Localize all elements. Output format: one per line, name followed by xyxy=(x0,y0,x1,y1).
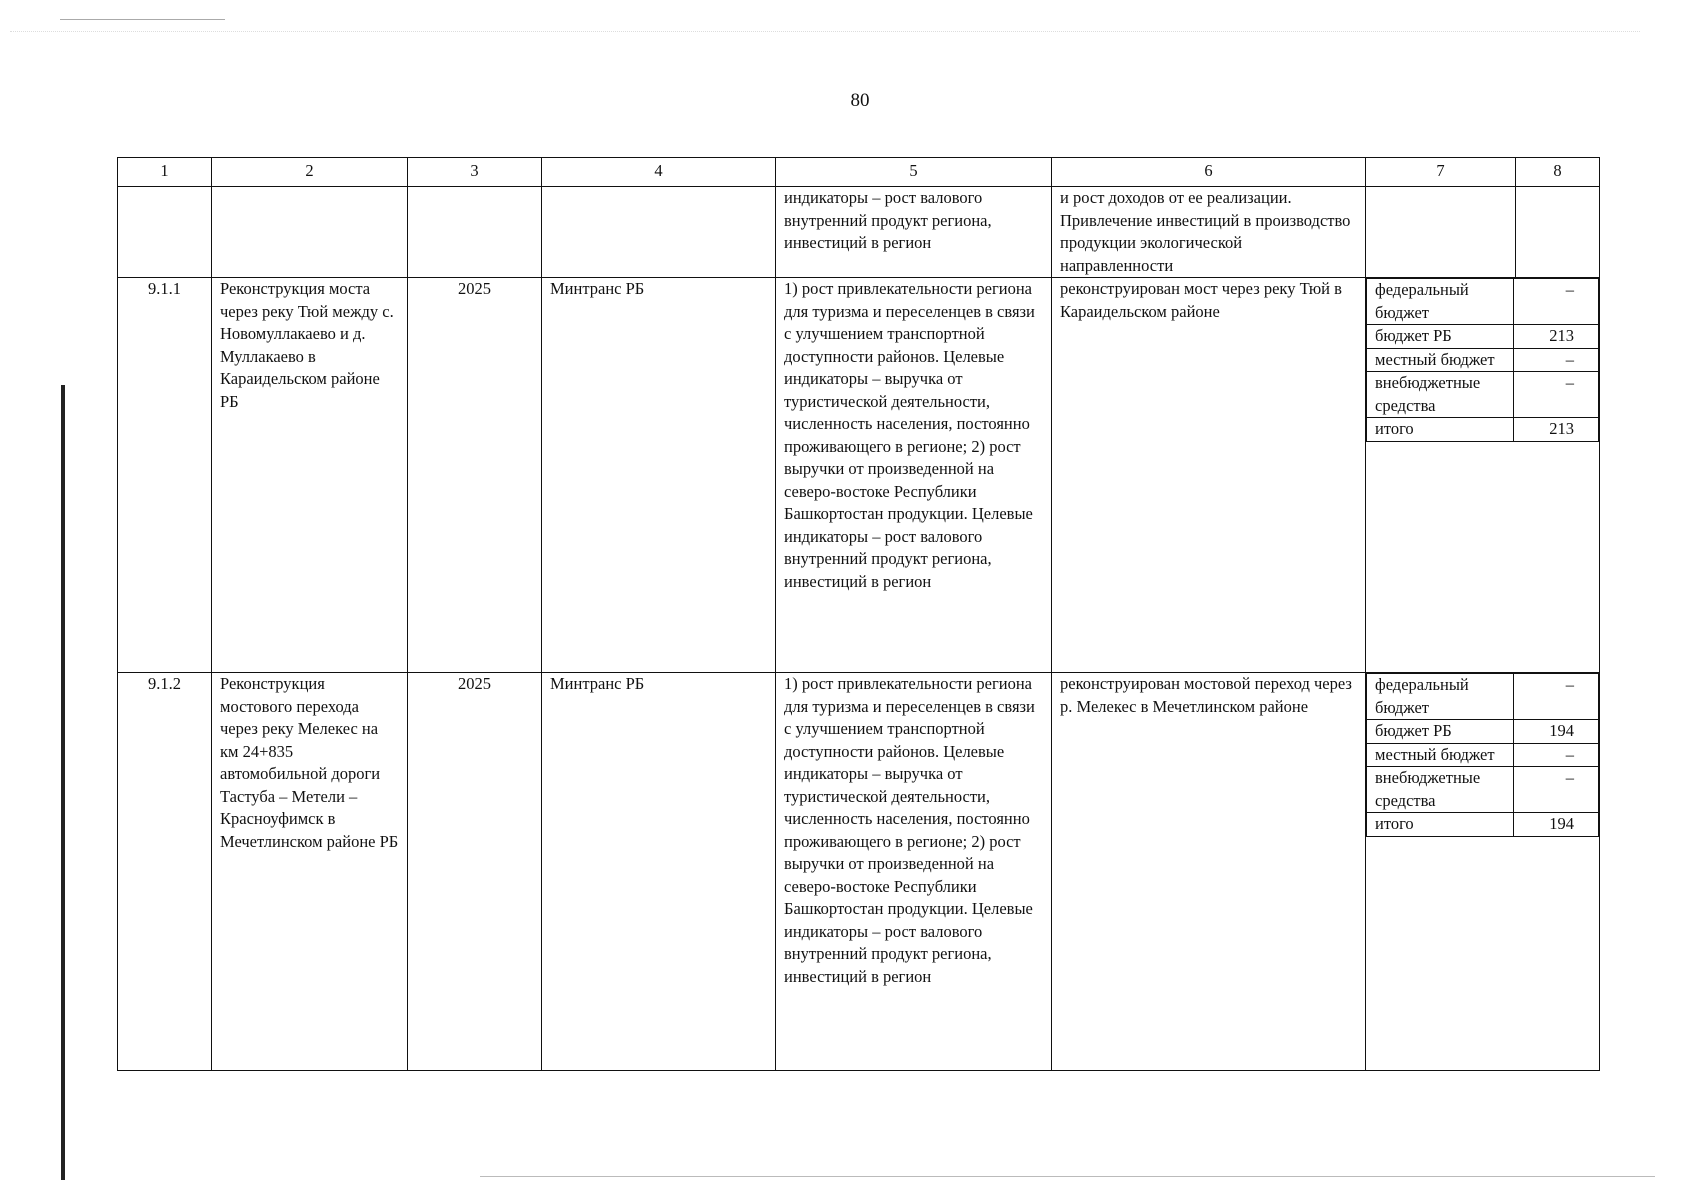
year-cell: 2025 xyxy=(408,278,542,673)
financing-source: итого xyxy=(1367,418,1514,442)
column-number: 1 xyxy=(118,158,212,187)
empty-cell xyxy=(542,187,776,278)
empty-cell xyxy=(212,187,408,278)
row-number: 9.1.1 xyxy=(118,278,212,673)
financing-row xyxy=(1367,372,1599,418)
financing-source: бюджет РБ xyxy=(1367,720,1514,744)
financing-amount: 213 xyxy=(1514,325,1599,349)
table-row xyxy=(118,673,1600,1071)
scan-edge-bar xyxy=(61,385,65,1180)
column-number: 8 xyxy=(1516,158,1600,187)
financing-amount: 194 xyxy=(1514,813,1599,837)
financing-source: местный бюджет xyxy=(1367,743,1514,767)
financing-amount: 194 xyxy=(1514,720,1599,744)
financing-source: бюджет РБ xyxy=(1367,325,1514,349)
scan-artifact-dots xyxy=(10,31,1640,32)
financing-source: федеральный бюджет xyxy=(1367,674,1514,720)
continuation-row xyxy=(118,187,1600,278)
empty-cell xyxy=(1516,187,1600,278)
measure-name: Реконструкция моста через реку Тюй между с. Новомуллакаево и д. Муллакаево в Караидельском районе РБ xyxy=(212,278,408,673)
effect-cell: 1) рост привлекательности региона для туризма и переселенцев в связи с улучшением транспортной доступности районов. Целевые индикаторы – выручка от туристической деятельности, численность населения, постоянно проживающего в регионе; 2) рост выручки от произведенной на северо-востоке Республики Башкортостан продукции. Целевые индикаторы – рост валового внутренний продукт региона, инвестиций в регион xyxy=(776,673,1052,1071)
financing-row xyxy=(1367,674,1599,720)
financing-row xyxy=(1367,418,1599,442)
column-number: 7 xyxy=(1366,158,1516,187)
executor-cell: Минтранс РБ xyxy=(542,278,776,673)
page-number: 80 xyxy=(850,90,870,111)
row-number: 9.1.2 xyxy=(118,673,212,1071)
program-table xyxy=(117,157,1600,1071)
year-cell: 2025 xyxy=(408,673,542,1071)
financing-amount: – xyxy=(1514,372,1599,418)
column-number: 5 xyxy=(776,158,1052,187)
financing-table xyxy=(1366,673,1599,837)
column-number: 4 xyxy=(542,158,776,187)
executor-cell: Минтранс РБ xyxy=(542,673,776,1071)
empty-cell xyxy=(118,187,212,278)
financing-row xyxy=(1367,767,1599,813)
financing-row xyxy=(1367,348,1599,372)
financing-amount: – xyxy=(1514,767,1599,813)
financing-cell xyxy=(1366,673,1600,1071)
column-number: 6 xyxy=(1052,158,1366,187)
scan-artifact-bottom-line xyxy=(480,1176,1655,1177)
empty-cell xyxy=(408,187,542,278)
financing-source: внебюджетные средства xyxy=(1367,372,1514,418)
financing-source: итого xyxy=(1367,813,1514,837)
column-number: 2 xyxy=(212,158,408,187)
empty-cell xyxy=(1366,187,1516,278)
financing-source: федеральный бюджет xyxy=(1367,279,1514,325)
financing-amount: – xyxy=(1514,348,1599,372)
table-row xyxy=(118,278,1600,673)
result-cell: и рост доходов от ее реализации. Привлечение инвестиций в производство продукции экологической направленности xyxy=(1052,187,1366,278)
measure-name: Реконструкция мостового перехода через реку Мелекес на км 24+835 автомобильной дороги Тастуба – Метели – Красноуфимск в Мечетлинском районе РБ xyxy=(212,673,408,1071)
column-number: 3 xyxy=(408,158,542,187)
result-cell: реконструирован мостовой переход через р. Мелекес в Мечетлинском районе xyxy=(1052,673,1366,1071)
financing-row xyxy=(1367,325,1599,349)
effect-cell: 1) рост привлекательности региона для туризма и переселенцев в связи с улучшением транспортной доступности районов. Целевые индикаторы – выручка от туристической деятельности, численность населения, постоянно проживающего в регионе; 2) рост выручки от произведенной на северо-востоке Республики Башкортостан продукции. Целевые индикаторы – рост валового внутренний продукт региона, инвестиций в регион xyxy=(776,278,1052,673)
financing-row xyxy=(1367,813,1599,837)
result-cell: реконструирован мост через реку Тюй в Караидельском районе xyxy=(1052,278,1366,673)
financing-row xyxy=(1367,279,1599,325)
financing-amount: – xyxy=(1514,279,1599,325)
effect-cell: индикаторы – рост валового внутренний продукт региона, инвестиций в регион xyxy=(776,187,1052,278)
financing-amount: – xyxy=(1514,743,1599,767)
financing-amount: 213 xyxy=(1514,418,1599,442)
financing-source: внебюджетные средства xyxy=(1367,767,1514,813)
financing-row xyxy=(1367,720,1599,744)
financing-source: местный бюджет xyxy=(1367,348,1514,372)
table-header-row xyxy=(118,158,1600,187)
financing-row xyxy=(1367,743,1599,767)
financing-table xyxy=(1366,278,1599,442)
scan-artifact-line xyxy=(60,19,225,20)
financing-amount: – xyxy=(1514,674,1599,720)
financing-cell xyxy=(1366,278,1600,673)
